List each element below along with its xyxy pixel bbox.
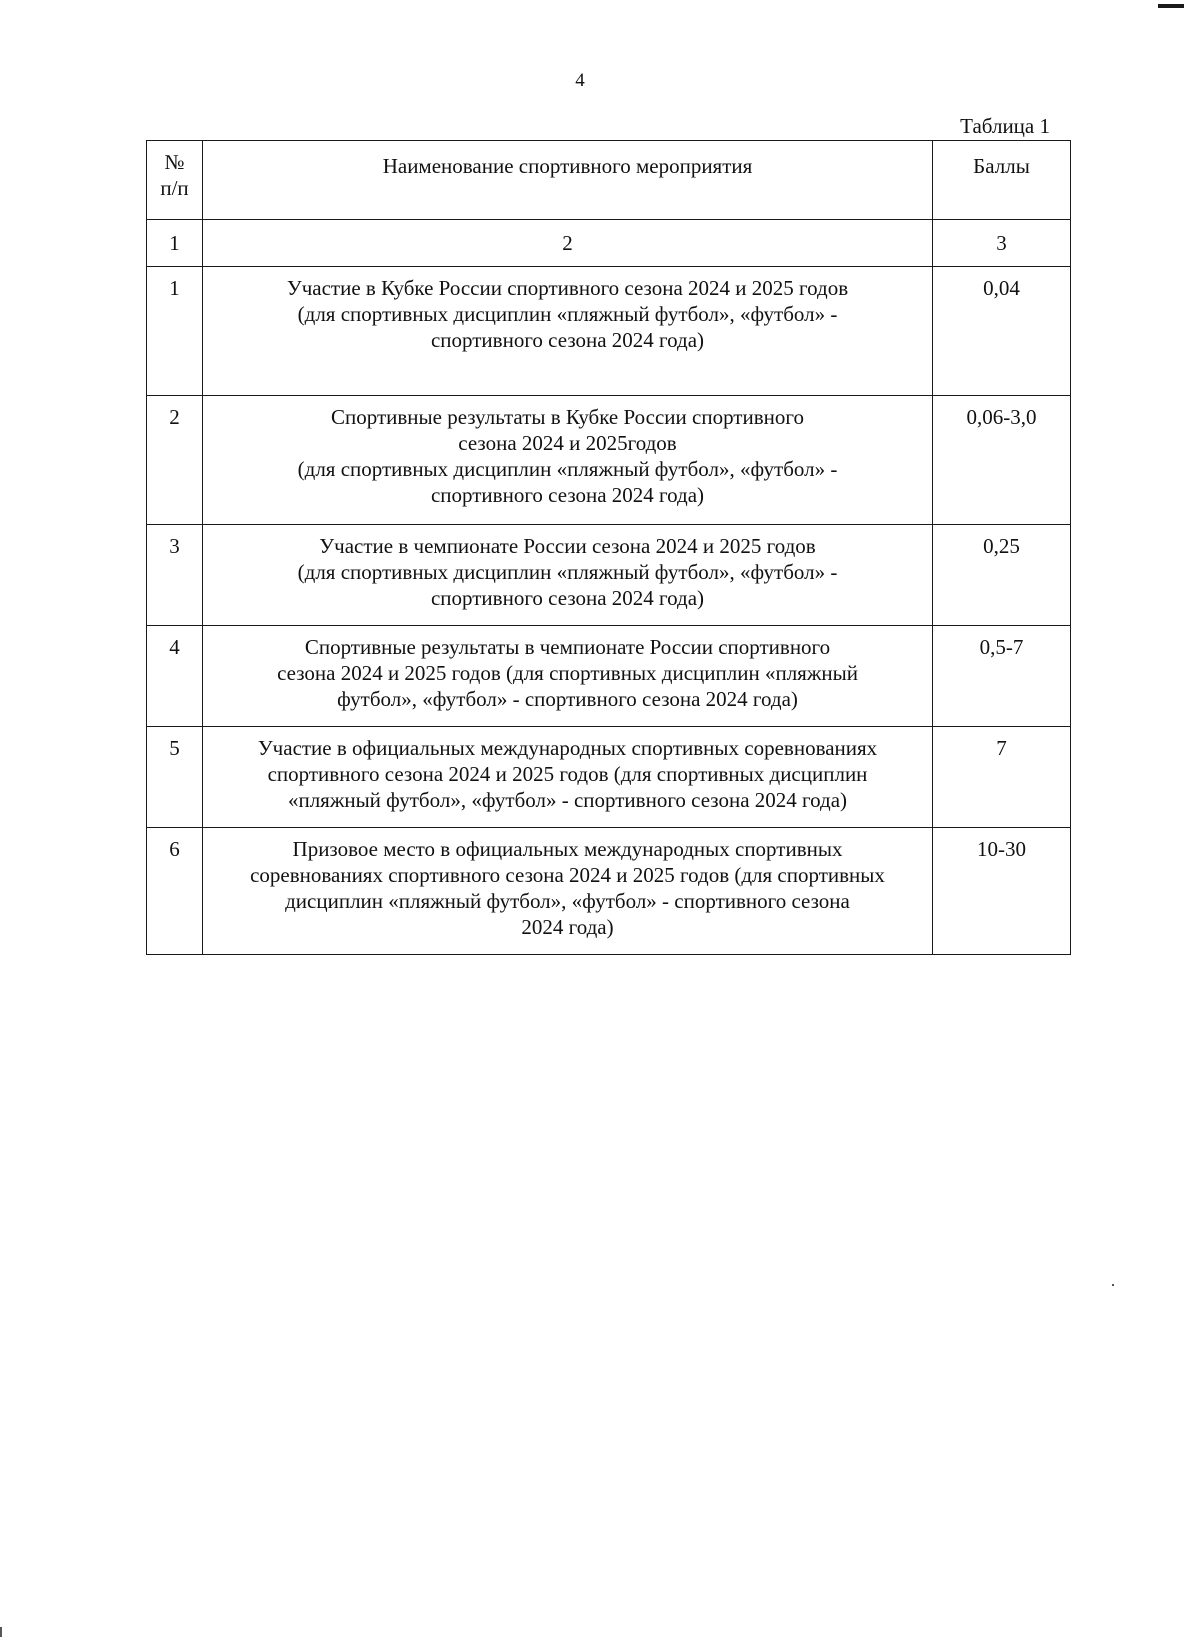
table-header-row [147, 141, 1071, 220]
event-points: 0,04 [933, 267, 1071, 396]
table-caption: Таблица 1 [960, 114, 1050, 138]
event-name: Участие в официальных международных спортивных соревнованиях спортивного сезона 2024 и 2025 годов (для спортивных дисциплин «пляжный футбол», «футбол» - спортивного сезона 2024 года) [203, 727, 933, 828]
scan-speck [1112, 1284, 1114, 1286]
event-points: 0,06-3,0 [933, 396, 1071, 525]
events-points-table [146, 140, 1071, 955]
event-name: Участие в Кубке России спортивного сезона 2024 и 2025 годов (для спортивных дисциплин «пляжный футбол», «футбол» - спортивного сезона 2024 года) [203, 267, 933, 396]
table-row [147, 727, 1071, 828]
column-index-cell: 1 [147, 220, 203, 267]
scan-corner-mark [1158, 4, 1184, 8]
event-name: Спортивные результаты в Кубке России спортивного сезона 2024 и 2025годов (для спортивных дисциплин «пляжный футбол», «футбол» - спортивного сезона 2024 года) [203, 396, 933, 525]
row-number: 3 [147, 525, 203, 626]
table-row [147, 396, 1071, 525]
table-row [147, 525, 1071, 626]
page-number: 4 [575, 70, 585, 91]
scan-speck [0, 1627, 2, 1637]
header-event-name: Наименование спортивного мероприятия [203, 141, 933, 220]
column-index-cell: 3 [933, 220, 1071, 267]
event-points: 10-30 [933, 828, 1071, 955]
row-number: 5 [147, 727, 203, 828]
row-number: 6 [147, 828, 203, 955]
row-number: 4 [147, 626, 203, 727]
row-number: 1 [147, 267, 203, 396]
column-index-row [147, 220, 1071, 267]
table-row [147, 828, 1071, 955]
event-points: 0,5-7 [933, 626, 1071, 727]
event-name: Призовое место в официальных международных спортивных соревнованиях спортивного сезона 2024 и 2025 годов (для спортивных дисциплин «пляжный футбол», «футбол» - спортивного сезона 2024 года) [203, 828, 933, 955]
event-points: 0,25 [933, 525, 1071, 626]
row-number: 2 [147, 396, 203, 525]
header-points: Баллы [933, 141, 1071, 220]
event-name: Спортивные результаты в чемпионате России спортивного сезона 2024 и 2025 годов (для спортивных дисциплин «пляжный футбол», «футбол» - спортивного сезона 2024 года) [203, 626, 933, 727]
table-row [147, 267, 1071, 396]
column-index-cell: 2 [203, 220, 933, 267]
header-number: № п/п [147, 141, 203, 220]
event-points: 7 [933, 727, 1071, 828]
table-row [147, 626, 1071, 727]
event-name: Участие в чемпионате России сезона 2024 и 2025 годов (для спортивных дисциплин «пляжный футбол», «футбол» - спортивного сезона 2024 года) [203, 525, 933, 626]
